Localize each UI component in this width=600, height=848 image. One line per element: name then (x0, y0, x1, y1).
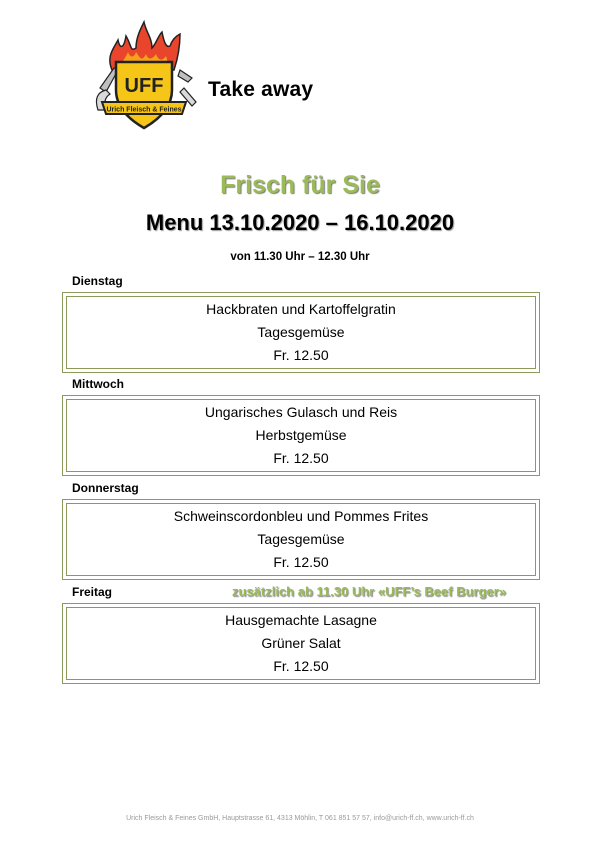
dish-main: Schweinscordonbleu und Pommes Frites (173, 508, 429, 524)
uff-logo (84, 18, 204, 138)
menu-box-inner (66, 503, 536, 576)
dish-main: Hausgemachte Lasagne (225, 612, 377, 628)
dish-side: Tagesgemüse (257, 531, 345, 547)
menu-box-wednesday (62, 395, 540, 476)
uff-logo-graphic (84, 18, 204, 138)
menu-title: Menu 13.10.2020 – 16.10.2020 (145, 210, 455, 235)
takeaway-heading: Take away (208, 78, 314, 101)
knife-icon (178, 70, 192, 82)
dish-price: Fr. 12.50 (273, 347, 329, 363)
dish-side: Grüner Salat (261, 635, 341, 651)
day-label-friday: Freitag (72, 585, 113, 599)
dish-price: Fr. 12.50 (273, 450, 329, 466)
day-label-thursday: Donnerstag (72, 481, 139, 495)
logo-brand-text: UFF (124, 75, 164, 97)
dish-main: Hackbraten und Kartoffelgratin (206, 301, 396, 317)
menu-box-friday (62, 603, 540, 684)
menu-box-inner (66, 607, 536, 680)
menu-box-inner (66, 296, 536, 369)
menu-box-tuesday (62, 292, 540, 373)
headline: Frisch für Sie (220, 171, 380, 199)
menu-box-thursday (62, 499, 540, 580)
day-label-wednesday: Mittwoch (72, 377, 124, 391)
logo-tagline-text: Urich Fleisch & Feines (106, 106, 182, 114)
dish-main: Ungarisches Gulasch und Reis (204, 404, 398, 420)
dish-side: Herbstgemüse (255, 427, 347, 443)
menu-box-inner (66, 399, 536, 472)
dish-price: Fr. 12.50 (273, 554, 329, 570)
day-label-tuesday: Dienstag (72, 274, 123, 288)
dish-price: Fr. 12.50 (273, 658, 329, 674)
footer-contact: Urich Fleisch & Feines GmbH, Hauptstrasse 61, 4313 Möhlin, T 061 851 57 57, info@urich-ff.ch, www.urich-ff.ch (126, 815, 474, 822)
dish-side: Tagesgemüse (257, 324, 345, 340)
friday-burger-note: zusätzlich ab 11.30 Uhr «UFF’s Beef Burger» (232, 584, 507, 599)
serving-hours: von 11.30 Uhr – 12.30 Uhr (230, 251, 370, 263)
